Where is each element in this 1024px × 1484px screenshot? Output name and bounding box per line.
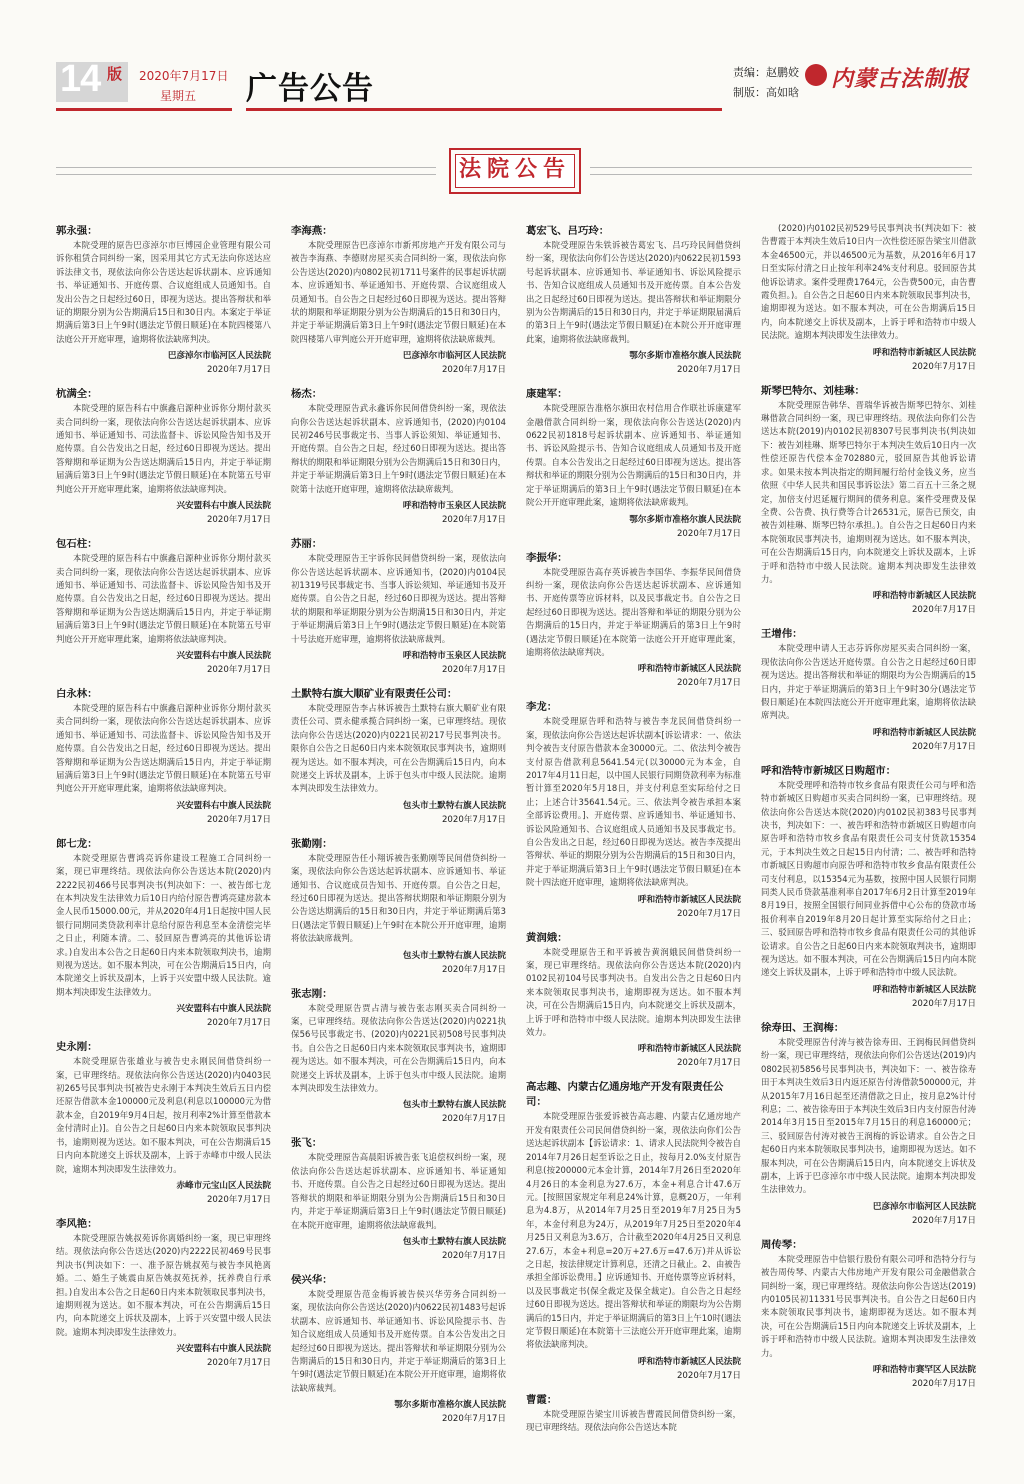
notice-court: 呼和浩特市玉泉区人民法院 — [402, 650, 506, 661]
notice-body: 本院受理原告中信银行股份有限公司呼和浩特分行与被告周传琴、内蒙古大伟房地产开发有限公司金融借款合同纠纷一案，现已审理终结。现依法向你公告送达(2019)内0105民初11331号民事判决书。自公告之日起60日内来本院领取民事判决书，逾期即视为送达。如不服本判决，可在公告期满后15日内向本院递交上诉状及副本，上诉于呼和浩特市中级人民法院。逾期本判决即发生法律效力。 — [761, 1253, 976, 1358]
notice-court: 包头市土默特右旗人民法院 — [402, 800, 506, 811]
banner-rule-left — [56, 167, 436, 175]
notice-body: 本院受理的原告巴彦淖尔市巨博园企业管理有限公司诉你租赁合同纠纷一案，因采用其它方式无法向你送达应诉法律文书，现依法向你公告送达起诉状副本、应诉通知书、举证通知书、开庭传票、合议庭组成人员通知书。自发出公告之日起经过60日，即视为送达。提出答辩状和举证的期限分别为公告期满后15日和30日内。本案定于举证期满后第3日上午9时(遇法定节假日顺延)在本院四楼第八法庭公开开庭审理，逾期将依法缺席判决。 — [56, 240, 271, 344]
notice-date: 2020年7月17日 — [206, 814, 271, 825]
notice-date: 2020年7月17日 — [911, 361, 976, 372]
court-notice — [526, 549, 741, 691]
notice-body: 本院受理原告巴彦淖尔市新邦房地产开发有限公司与被告李海燕、李德财房屋买卖合同纠纷一案，现依法向你公告送达(2020)内0802民初1711号案件的民事起诉状副本、应诉通知书、举证通知书、开庭传票、合议庭组成人员通知书。自公告之日起经过60日即视为送达。提出答辩状的期限和举证期限分别为公告期满后的15日和30日内，并定于举证期满后第3日上午9时(遇法定节假日顺延)在本院四楼第八审判庭公开开庭审理，逾期将依法缺席裁判。 — [291, 240, 506, 344]
notice-date: 2020年7月17日 — [441, 1250, 506, 1261]
court-notice — [526, 1078, 741, 1382]
notice-title: 土默特右旗大顺矿业有限责任公司： — [291, 687, 458, 700]
page-suffix: 版 — [107, 65, 123, 83]
notice-body: 本院受理原告高晨阳诉被告张飞追偿权纠纷一案，现依法向你公告送达起诉状副本、应诉通知书、举证通知书、开庭传票。自公告之日起经过60日即视为送达。提出答辩状的期限和举证期限分别为公告期满后15日和30日内，并定于举证期满后第3日上午9时(遇法定节假日顺延)在本院开庭审理，逾期将依法缺席裁判。 — [291, 1152, 506, 1230]
notice-title: 杨杰： — [291, 388, 323, 401]
notice-title: 周传琴： — [761, 1238, 803, 1251]
court-notice — [761, 762, 976, 1011]
notice-title: 张飞： — [291, 1137, 323, 1150]
page-number: 14 — [60, 58, 101, 100]
notice-title: 郭永强： — [56, 225, 98, 237]
notice-date: 2020年7月17日 — [911, 605, 976, 616]
newspaper-logo — [805, 62, 975, 92]
notice-body: 本院受理原告任小翔诉被告张勤刚等民间借贷纠纷一案，现依法向你公告送达起诉状副本、应诉通知书、举证通知书、合议庭成员告知书、开庭传票。自公告之日起，经过60日即视为送达。提出答辩状期限和举证期限分别为公告送达期满后的15日和30日内，并定于举证期满后第3日(遇法定节假日顺延)上午9时在本院公开开庭审理，逾期将依法缺席裁判。 — [291, 852, 506, 944]
notice-court: 呼和浩特市新城区人民法院 — [872, 347, 976, 358]
notice-title: 侯兴华： — [291, 1273, 333, 1286]
notice-title: 斯琴巴特尔、刘桂琳： — [761, 384, 865, 397]
notice-date: 2020年7月17日 — [911, 741, 976, 752]
court-notice — [526, 385, 741, 540]
notice-court: 包头市土默特右旗人民法院 — [402, 950, 506, 961]
notice-court: 赤峰市元宝山区人民法院 — [176, 1180, 271, 1191]
court-notice — [761, 222, 976, 374]
court-notice — [761, 1236, 976, 1391]
notice-title: 杭满全： — [56, 388, 98, 401]
notice-title: 郎七龙： — [56, 837, 98, 850]
notice-court: 兴安盟科右中旗人民法院 — [176, 650, 271, 661]
notice-body: 本院受理原告贾占清与被告张志刚买卖合同纠纷一案，已审理终结。现依法向你公告送达(2020)内0221执保56号民事裁定书、(2020)内0221民初508号民事判决书。自公告之日起60日内来本院领取民事判决书，逾期即视为送达。如不服本判决，可在公告期满后15日内，向本院递交上诉状及副本，上诉于包头市中级人民法院。逾期本判决即发生法律效力。 — [291, 1002, 506, 1094]
banner-rule-right — [590, 167, 972, 175]
notice-court: 兴安盟科右中旗人民法院 — [176, 1004, 271, 1015]
court-notice — [526, 929, 741, 1071]
notice-court: 呼和浩特市新城区人民法院 — [637, 1044, 741, 1055]
notice-body: 本院受理的原告科右中旗鑫启源种业诉你分期付款买卖合同纠纷一案，现依法向你公告送达起诉状副本、应诉通知书、举证通知书、司法监督卡、诉讼风险告知书及开庭传票。自公告发出之日起，经过60日即视为送达。提出答辩期和举证期为公告送达期满后15日内，并定于举证期届满后第3日上午9时(遇法定节假日顺延)在本院第五号审判庭公开开庭审理此案，逾期将依法缺席判决。 — [56, 702, 271, 794]
court-notice — [56, 535, 271, 677]
notice-body: 本院受理原告准格尔旗田农村信用合作联社诉康建军金融借款合同纠纷一案，现依法向你公告送达(2020)内0622民初1818号起诉状副本、应诉通知书、举证通知书、诉讼风险提示书、告知合议庭组成人员通知书及开庭传票。自本公告发出之日起经过60日即视为送达。提出答辩状和举证的期限分别为公告期满后的15日和30日内，并定于举证期满后的第3日上午9时(遇法定节假日顺延)在本院公开开庭审理此案，逾期将依法缺席裁判。 — [526, 403, 741, 508]
notice-court: 鄂尔多斯市准格尔旗人民法院 — [629, 514, 741, 525]
court-notice — [526, 1391, 741, 1435]
notice-body: 本院受理申请人王志芬诉你房屋买卖合同纠纷一案，现依法向你公告送达开庭传票。自公告之日起经过60日即视为送达。提出答辩状和举证的期限均为公告期满后的15日内，并定于举证期满后的第3日上午9时30分(遇法定节假日顺延)在本院四法庭公开开庭审理此案，逾期将依法缺席判决。 — [761, 643, 976, 721]
notice-title: 李龙： — [526, 701, 558, 714]
court-notice — [56, 685, 271, 827]
notice-court: 兴安盟科右中旗人民法院 — [176, 501, 271, 512]
notice-body: 本院受理原告武永鑫诉你民间借贷纠纷一案，现依法向你公告送达起诉状副本、应诉通知书，(2020)内0104民初246号民事裁定书、当事人诉讼须知、举证通知书、开庭传票。自公告之日起，经过60日即视为送达。提出答辩状的期限和举证期限分别为公告期满后15日和30日内，并定于举证期满后第3日上午9时(遇法定节假日顺延)在本院第十法庭开庭审理，逾期将依法缺席裁判。 — [291, 403, 506, 494]
notice-date: 2020年7月17日 — [206, 365, 271, 376]
notice-body: 本院受理原告李占林诉被告土默特右旗大顺矿业有限责任公司、贾永健承揽合同纠纷一案，已审理终结。现依法向你公告送达(2020)内0221民初217号民事判决书。限你自公告之日起60日内来本院领取民事判决书，逾期则视为送达。如不服本判决，可在公告期满后15日内，向本院递交上诉状及副本，上诉于包头市中级人民法院。逾期本判决即发生法律效力。 — [291, 702, 506, 794]
notice-title: 高志趣、内蒙古亿通房地产开发有限责任公司： — [526, 1081, 724, 1109]
notice-date: 2020年7月17日 — [911, 1215, 976, 1226]
notice-date: 2020年7月17日 — [911, 998, 976, 1009]
notice-body: 本院受理原告王和平诉被告黄润娥民间借贷纠纷一案，现已审理终结。现依法向你公告送达本院(2020)内0102民初104号民事判决书。自发出公告之日起60日内来本院领取民事判决书，逾期即视为送达。如不服本判决，可在公告期满后15日内，向本院递交上诉状及副本，上诉于呼和浩特市中级人民法院。逾期本判决即发生法律效力。 — [526, 946, 741, 1038]
notice-body: 本院受理原告梁宝川诉被告曹霞民间借贷纠纷一案，现已审理终结。现依法向你公告送达本院 — [526, 1408, 741, 1433]
notice-date: 2020年7月17日 — [676, 678, 741, 689]
notice-date: 2020年7月17日 — [676, 528, 741, 539]
issue-weekday: 星期五 — [160, 89, 197, 103]
notice-date: 2020年7月17日 — [206, 1018, 271, 1029]
notice-court: 呼和浩特市新城区人民法院 — [872, 727, 976, 738]
court-notice — [526, 222, 741, 377]
notice-body: (2020)内0102民初529号民事判决书(判决如下：被告曹霞于本判决生效后10日内一次性偿还原告梁宝川借款本金46500元，并以46500元为基数，从2016年6月17日至实际付清之日止按年利率24%支付利息。驳回原告其他诉讼请求。案件受理费1764元，公告费500元，由告曹霞负担。)。自公告之日起60日内来本院领取民事判决书，逾期即视为送达。如不服本判决，可在公告期满后15日内，向本院递交上诉状及副本，上诉于呼和浩特市中级人民法院。逾期本判决即发生法律效力。 — [761, 223, 976, 341]
notice-title: 苏丽： — [291, 538, 323, 551]
notice-body: 本院受理原告范金梅诉被告侯兴华劳务合同纠纷一案，现依法向你公告送达(2020)内0622民初1483号起诉状副本、应诉通知书、举证通知书、诉讼风险提示书、告知合议庭组成人员通知书及开庭传票。自本公告发出之日起经过60日即视为送达。提出答辩状和举证期限分别为公告期满后的15日和30日内，并定于举证期满后的第3日上午9时(遇法定节假日顺延)在本院公开开庭审理，逾期将依法缺席裁判。 — [291, 1288, 506, 1393]
court-notice — [291, 222, 506, 377]
notice-date: 2020年7月17日 — [206, 664, 271, 675]
notice-column-4 — [761, 222, 976, 1399]
notice-date: 2020年7月17日 — [441, 365, 506, 376]
notice-title: 李风艳： — [56, 1217, 98, 1230]
notice-body: 本院受理原告姚叔苑诉你离婚纠纷一案，现已审理终结。现依法向你公告送达(2020)内2222民初469号民事判决书(判决如下：一、准予原告姚叔苑与被告李风艳离婚。二、婚生子姚震由原告姚叔苑抚养，抚养费自行承担。)自发出本公告之日起60日内来本院领取民事判决书，逾期则视为送达。如不服本判决，可在公告期满后15日内，向本院递交上诉状及副本，上诉于兴安盟中级人民法院。逾期本判决即发生法律效力。 — [56, 1232, 271, 1337]
notice-date: 2020年7月17日 — [441, 1414, 506, 1425]
notice-column-3 — [526, 222, 741, 1443]
court-notice — [291, 835, 506, 977]
notice-title: 张志刚： — [291, 987, 333, 1000]
notice-court: 巴彦淖尔市临河区人民法院 — [872, 1201, 976, 1212]
notice-date: 2020年7月17日 — [441, 515, 506, 526]
court-notice — [761, 625, 976, 753]
notice-title: 康建军： — [526, 388, 568, 401]
notice-date: 2020年7月17日 — [206, 515, 271, 526]
section-title: 广告公告 — [246, 71, 374, 107]
notice-date: 2020年7月17日 — [676, 1370, 741, 1381]
court-notice — [56, 835, 271, 1030]
court-notice — [761, 382, 976, 618]
notice-title: 葛宏飞、吕巧玲： — [526, 225, 610, 237]
notice-column-1 — [56, 222, 271, 1378]
editor-credits — [733, 63, 799, 103]
notice-court: 鄂尔多斯市准格尔旗人民法院 — [629, 351, 741, 362]
notice-title: 史永刚： — [56, 1041, 98, 1054]
page-header — [0, 0, 1024, 112]
notice-title: 曹霞： — [526, 1393, 558, 1406]
notice-title: 呼和浩特市新城区日购超市： — [761, 764, 897, 777]
court-notice — [56, 1038, 271, 1207]
producer-line: 制版：高如晗 — [733, 86, 799, 99]
notice-title: 王增伟： — [761, 628, 803, 641]
notice-court: 巴彦淖尔市临河区人民法院 — [167, 351, 271, 362]
notice-body: 本院受理呼和浩特市牧乡食品有限责任公司与呼和浩特市新城区日购超市买卖合同纠纷一案，已审理终结。现依法向你公告送达本院(2020)内0102民初383号民事判决书，判决如下：一、被告呼和浩特市新城区日购超市向原告呼和浩特市牧乡食品有限责任公司支付货款15354元，于本判决生效之日起15日内付清；二、被告呼和浩特市新城区日购超市向原告呼和浩特市牧乡食品有限责任公司支付利息，以15354元为基数，按照中国人民银行同期同类人民币贷款基准利率自2017年6月2日计算至2019年8月19日，按照全国银行间同业拆借中心公布的贷款市场报价利率自2019年8月20日起计算至实际给付之日止；三、驳回原告呼和浩特市牧乡食品有限责任公司的其他诉讼请求。自公告之日起60日内来本院领取判决书，逾期即视为送达。如不服本判决，可在公告期满后15日内向本院递交上诉状及副本，上诉于呼和浩特市中级人民法院。 — [761, 779, 976, 978]
notice-body: 本院受理原告王宇诉你民间借贷纠纷一案，现依法向你公告送达起诉状副本、应诉通知书，(2020)内0104民初1319号民事裁定书、当事人诉讼须知、举证通知书及开庭传票。自公告之日起，经过60日即视为送达。提出答辩状的期限和举证期限分别为公告期满15日和30日内，并定于举证期满后第3日上午9时(遇法定节假日顺延)在本院第十号法庭开庭审理，逾期将依法缺席裁判。 — [291, 553, 506, 644]
notice-date: 2020年7月17日 — [676, 908, 741, 919]
notice-body: 本院受理原告曹鸿亮诉你建设工程施工合同纠纷一案，现已审理终结。现依法向你公告送达本院(2020)内2222民初466号民事判决书(判决如下：一、被告郎七龙在本判决发生法律效力后10日内给付原告曹鸿亮建房款本金人民币15000.00元，并从2020年4月1日起按中国人民银行同期同类贷款利率计息给付原告利息至本金清偿完毕之日止，利随本清。二、驳回原告曹鸿亮的其他诉讼请求。)自发出本公告之日起60日内来本院领取判决书，逾期则视为送达。如不服本判决，可在公告期满后15日内，向本院递交上诉状及副本，上诉于兴安盟中级人民法院。逾期本判决即发生法律效力。 — [56, 852, 271, 997]
notice-body: 本院受理的原告科右中旗鑫启源种业诉你分期付款买卖合同纠纷一案，现依法向你公告送达起诉状副本、应诉通知书、举证通知书、司法监督卡、诉讼风险告知书及开庭传票。自公告发出之日起，经过60日即视为送达。提出答辩期和举证期为公告送达期满后15日内，并定于举证期届满后第3日上午9时(遇法定节假日顺延)在本院第五号审判庭公开开庭审理此案，逾期将依法缺席判决。 — [56, 403, 271, 494]
notice-title: 黄润娥： — [526, 931, 568, 944]
notice-body: 本院受理原告朱铁诉被告葛宏飞、吕巧玲民间借贷纠纷一案，现依法向你们公告送达(2020)内0622民初1593号起诉状副本、应诉通知书、举证通知书、诉讼风险提示书、告知合议庭组成人员通知书及开庭传票。自本公告发出之日起经过60日即视为送达。提出答辩状和举证期限分别为公告期满后的15日和30日内，并定于举证期限届满后的第3日上午9时(遇法定节假日顺延)在本院公开开庭审理此案，逾期将依法缺席裁判。 — [526, 240, 741, 344]
banner-title: 法院公告 — [455, 154, 575, 188]
logo-text: 内蒙古法制报 — [831, 66, 970, 92]
notice-body: 本院受理原告张雄业与被告史永刚民间借贷纠纷一案，已审理终结。现依法向你公告送达(2020)内0403民初265号民事判决书[被告史永刚于本判决生效后五日内偿还原告借款本金100000元及利息(利息以100000元为借款本金，自2019年9月4日起，按月利率2%计算至借款本金付清时止)]。自公告之日起60日内来本院领取民事判决书，逾期则视为送达。如不服本判决，可在公告期满后15日内向本院递交上诉状及副本，上诉于赤峰市中级人民法院，逾期本判决即发生法律效力。 — [56, 1056, 271, 1174]
notice-court: 呼和浩特市新城区人民法院 — [637, 894, 741, 905]
notice-date: 2020年7月17日 — [911, 1379, 976, 1389]
notice-body: 本院受理原告呼和浩特与被告李龙民间借贷纠纷一案，现依法向你公告送达起诉状副本[诉讼请求：一、依法判令被告支付原告借款本金30000元。二、依法判令被告支付原告借款利息5641.54元(以30000元为本金，自2017年4月11日起，以中国人民银行同期贷款利率为标准暂计算至2020年5月18日，并支付利息至实际给付之日止；上述合计35641.54元。三、依法判令被告承担本案全部诉讼费用。]、开庭传票、应诉通知书、举证通知书、诉讼风险通知书、合议庭组成人员通知书及民事裁定书。自公告发出之日起，经过60日即视为送达。被告李茂提出答辩状、举证的期限分别为公告期满后的15日和30日内，并定于举证期满后第3日上午9时(遇法定节假日顺延)在本院十四法庭开庭审理，逾期将依法缺席判决。 — [526, 716, 741, 888]
notice-date: 2020年7月17日 — [441, 664, 506, 675]
notice-court: 鄂尔多斯市准格尔旗人民法院 — [394, 1400, 506, 1411]
notice-court: 包头市土默特右旗人民法院 — [402, 1236, 506, 1247]
court-notice — [56, 222, 271, 377]
banner-frame — [449, 148, 581, 194]
notice-title: 李海燕： — [291, 225, 333, 237]
notice-date: 2020年7月17日 — [676, 1058, 741, 1069]
court-notice — [291, 385, 506, 527]
notice-court: 呼和浩特市赛罕区人民法院 — [872, 1365, 976, 1375]
court-notice — [526, 698, 741, 920]
notice-court: 包头市土默特右旗人民法院 — [402, 1100, 506, 1111]
notice-court: 呼和浩特市新城区人民法院 — [872, 591, 976, 602]
court-notice — [56, 1215, 271, 1370]
court-notice — [291, 535, 506, 677]
court-notice — [291, 685, 506, 827]
notice-court: 呼和浩特市新城区人民法院 — [637, 664, 741, 675]
notice-court: 兴安盟科右中旗人民法院 — [176, 800, 271, 811]
notice-title: 张勤刚： — [291, 837, 333, 850]
notice-body: 本院受理原告付涛与被告徐寿田、王润梅民间借贷纠纷一案，现已审理终结，现依法向你们公告送达(2019)内0802民初5856号民事判决书，判决如下：一、被告徐寿田于本判决生效后3日内返还原告付涛借款500000元，并从2015年7月16日起至还清借款之日止，按月息2%计付利息；二、被告徐寿田于本判决生效后3日内支付原告付涛2014年3月15日至2015年7月15日的利息160000元；三、驳回原告付涛对被告王润梅的诉讼请求。自公告之日起60日内来本院领取民事判决书，逾期即视为送达。如不服本判决，可在公告期满后15日内，向本院递交上诉状及副本，上诉于巴彦淖尔市中级人民法院。逾期本判决即发生法律效力。 — [761, 1036, 976, 1195]
notice-date: 2020年7月17日 — [441, 814, 506, 825]
notice-title: 李振华： — [526, 551, 568, 564]
notice-title: 徐寿田、王润梅： — [761, 1021, 845, 1034]
notice-date: 2020年7月17日 — [676, 365, 741, 376]
header-rule-left — [56, 108, 232, 111]
notice-title: 白永林： — [56, 687, 98, 700]
notice-body: 本院受理的原告科右中旗鑫启源种业诉你分期付款买卖合同纠纷一案，现依法向你公告送达起诉状副本、应诉通知书、举证通知书、司法监督卡、诉讼风险告知书及开庭传票。自公告发出之日起，经过60日即视为送达。提出答辩期和举证期为公告送达期满后15日内，并定于举证期届满后第3日上午9时(遇法定节假日顺延)在本院第五号审判庭公开开庭审理此案，逾期将依法缺席判决。 — [56, 553, 271, 644]
notice-title: 包石柱： — [56, 538, 98, 551]
notice-body: 本院受理原告高存英诉被告李国华、李振华民间借贷纠纷一案，现依法向你公告送达起诉状副本、应诉通知书、开庭传票等应诉材料，以及民事裁定书。自公告之日起经过60日即视为送达。提出答辩和举证的期限分别为公告期满后的15日内，并定于举证期满后的第3日上午9时(遇法定节假日顺延)在本院第一法庭公开开庭审理此案，逾期将依法缺席判决。 — [526, 566, 741, 657]
notice-date: 2020年7月17日 — [206, 1358, 271, 1369]
header-rule-right — [246, 108, 722, 111]
notice-body: 本院受理原告张爱诉被告高志趣、内蒙古亿通房地产开发有限责任公司民间借贷纠纷一案，现依法向你们公告送达起诉状副本【诉讼请求：1、请求人民法院判令被告自2014年7月26日起至诉讼之日止，按每月2.0%支付原告利息(按200000元本金计算，2014年7月26日至2020年4月26日的本金利息为27.6万，本金+利息合计47.6万元。[按照国家规定年利息24%计算，息概20万，一年利息为4.8万，从2014年7月25日至2019年7月25日为5年，本金付利息为24万，从2019年7月25日至2020年4月25日又利息为3.6万，合计截至2020年4月25日又利息27.6万，本金+利息=20万+27.6万=47.6万)并从诉讼之日起，按法律规定计算利息，还清之日截止。2、由被告承担全部诉讼费用。】应诉通知书、开庭传票等应诉材料，以及民事裁定书(保全裁定及保全裁定)。自公告之日起经过60日即视为送达。提出答辩状和举证的期限均为公告期满后的15日内，并定于举证期满后的第3日上午10时(遇法定节假日顺延)在本院第十三法庭公开开庭审理此案，逾期将依法缺席判决。 — [526, 1111, 741, 1350]
issue-date: 2020年7月17日 — [139, 69, 229, 83]
court-notice — [761, 1019, 976, 1228]
court-notice — [291, 1134, 506, 1262]
court-notice — [291, 985, 506, 1127]
notice-date: 2020年7月17日 — [441, 1114, 506, 1125]
notice-body: 本院受理原告韩华、晋瑞华诉被告斯琴巴特尔、刘桂琳借款合同纠纷一案，现已审理终结。现依法向你们公告送达本院(2019)内0102民初8307号民事判决书(判决如下：被告刘桂琳、斯琴巴特尔于本判决生效后10日内一次性偿还原告代偿本金702880元，驳回原告其他诉讼请求。如果未按本判决指定的期间履行给付金钱义务，应当依照《中华人民共和国民事诉讼法》第二百五十三条之规定，加倍支付迟延履行期间的债务利息。案件受理费及保全费、公告费、执行费等合计26531元，原告已预交，由被告刘桂琳、斯琴巴特尔承担。)。自公告之日起60日内来本院领取民事判决书，逾期则视为送达。如不服本判决，可在公告期满后15日内，向本院递交上诉状及副本，上诉于呼和浩特市中级人民法院。逾期本判决即发生法律效力。 — [761, 399, 976, 584]
editor-line: 责编：赵鹏姣 — [733, 66, 799, 79]
logo-emblem-icon — [805, 64, 827, 86]
court-notice — [56, 385, 271, 527]
notice-date: 2020年7月17日 — [206, 1194, 271, 1205]
notice-court: 兴安盟科右中旗人民法院 — [176, 1344, 271, 1355]
notice-court: 呼和浩特市新城区人民法院 — [872, 984, 976, 995]
notice-court: 呼和浩特市新城区人民法院 — [637, 1356, 741, 1367]
notice-court: 巴彦淖尔市临河区人民法院 — [402, 351, 506, 362]
notice-date: 2020年7月17日 — [441, 964, 506, 975]
court-notice — [291, 1271, 506, 1426]
notice-column-2 — [291, 222, 506, 1434]
notice-court: 呼和浩特市玉泉区人民法院 — [402, 501, 506, 512]
